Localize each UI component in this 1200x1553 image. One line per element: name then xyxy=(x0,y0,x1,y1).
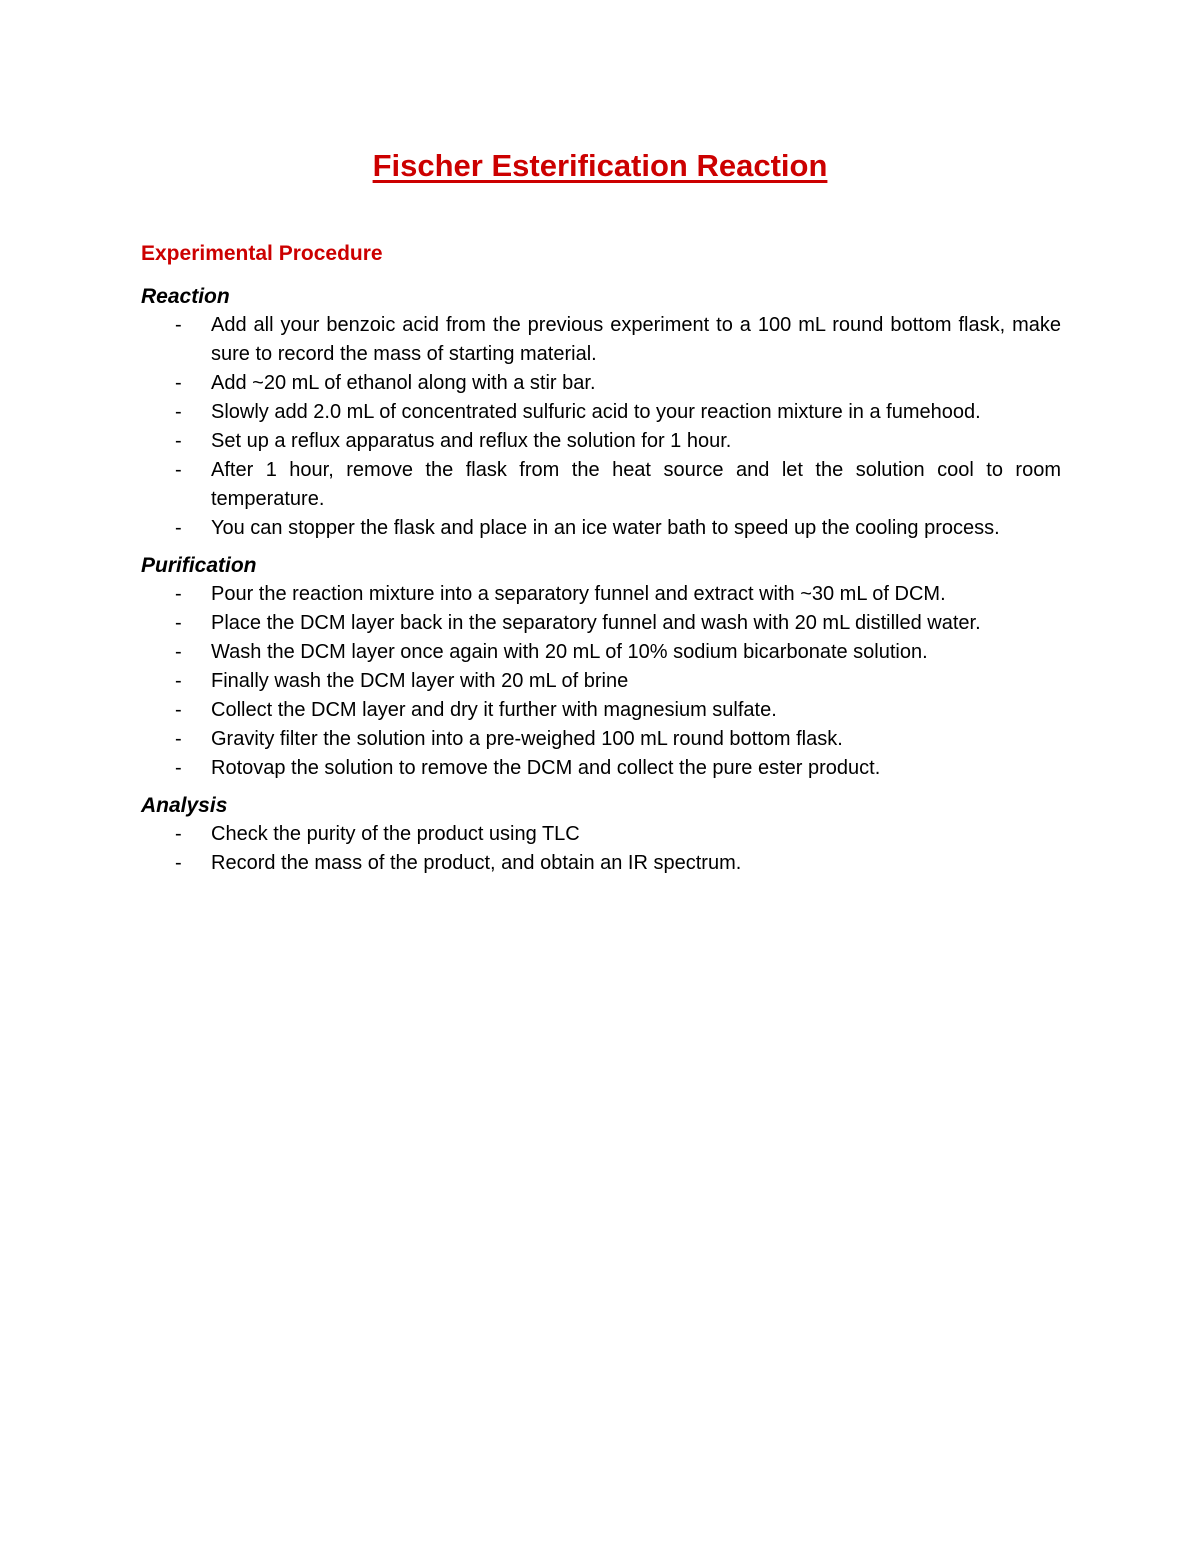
step-text: You can stopper the flask and place in an ice water bath to speed up the cooling process. xyxy=(211,517,1000,539)
subsection-purification xyxy=(141,552,1061,783)
list-item xyxy=(141,667,1061,696)
step-text: Gravity filter the solution into a pre-weighed 100 mL round bottom flask. xyxy=(211,728,843,750)
step-text: Add all your benzoic acid from the previous experiment to a 100 mL round bottom flask, make sure to record the mass of starting material. xyxy=(211,314,1061,365)
list-item xyxy=(141,849,1061,878)
list-item xyxy=(141,514,1061,543)
step-text: Pour the reaction mixture into a separatory funnel and extract with ~30 mL of DCM. xyxy=(211,583,946,605)
document-body xyxy=(141,241,1061,887)
step-text: Set up a reflux apparatus and reflux the solution for 1 hour. xyxy=(211,430,732,452)
list-item xyxy=(141,580,1061,609)
step-list xyxy=(141,311,1061,543)
dash-bullet: - xyxy=(175,401,182,423)
step-text: Slowly add 2.0 mL of concentrated sulfuric acid to your reaction mixture in a fumehood. xyxy=(211,401,981,423)
subsection-heading: Analysis xyxy=(141,794,228,817)
dash-bullet: - xyxy=(175,459,182,481)
list-item xyxy=(141,369,1061,398)
step-list xyxy=(141,580,1061,783)
list-item xyxy=(141,754,1061,783)
step-text: Record the mass of the product, and obtain an IR spectrum. xyxy=(211,852,742,874)
list-item xyxy=(141,456,1061,514)
dash-bullet: - xyxy=(175,612,182,634)
dash-bullet: - xyxy=(175,314,182,336)
list-item xyxy=(141,820,1061,849)
step-list xyxy=(141,820,1061,878)
dash-bullet: - xyxy=(175,430,182,452)
step-text: Check the purity of the product using TLC xyxy=(211,823,580,845)
list-item xyxy=(141,725,1061,754)
subsection-reaction xyxy=(141,283,1061,543)
dash-bullet: - xyxy=(175,852,182,874)
dash-bullet: - xyxy=(175,583,182,605)
dash-bullet: - xyxy=(175,517,182,539)
step-text: After 1 hour, remove the flask from the heat source and let the solution cool to room temperature. xyxy=(211,459,1061,510)
list-item xyxy=(141,427,1061,456)
step-text: Wash the DCM layer once again with 20 mL of 10% sodium bicarbonate solution. xyxy=(211,641,928,663)
subsection-heading: Purification xyxy=(141,554,257,577)
step-text: Collect the DCM layer and dry it further with magnesium sulfate. xyxy=(211,699,777,721)
step-text: Place the DCM layer back in the separatory funnel and wash with 20 mL distilled water. xyxy=(211,612,981,634)
list-item xyxy=(141,609,1061,638)
dash-bullet: - xyxy=(175,372,182,394)
subsection-analysis xyxy=(141,792,1061,878)
step-text: Rotovap the solution to remove the DCM and collect the pure ester product. xyxy=(211,757,881,779)
dash-bullet: - xyxy=(175,757,182,779)
list-item xyxy=(141,311,1061,369)
dash-bullet: - xyxy=(175,641,182,663)
dash-bullet: - xyxy=(175,699,182,721)
section-heading-experimental-procedure: Experimental Procedure xyxy=(141,242,383,265)
list-item xyxy=(141,696,1061,725)
dash-bullet: - xyxy=(175,670,182,692)
step-text: Add ~20 mL of ethanol along with a stir bar. xyxy=(211,372,596,394)
subsection-heading: Reaction xyxy=(141,285,230,308)
list-item xyxy=(141,638,1061,667)
dash-bullet: - xyxy=(175,728,182,750)
list-item xyxy=(141,398,1061,427)
document-title: Fischer Esterification Reaction xyxy=(372,148,828,183)
dash-bullet: - xyxy=(175,823,182,845)
step-text: Finally wash the DCM layer with 20 mL of brine xyxy=(211,670,629,692)
